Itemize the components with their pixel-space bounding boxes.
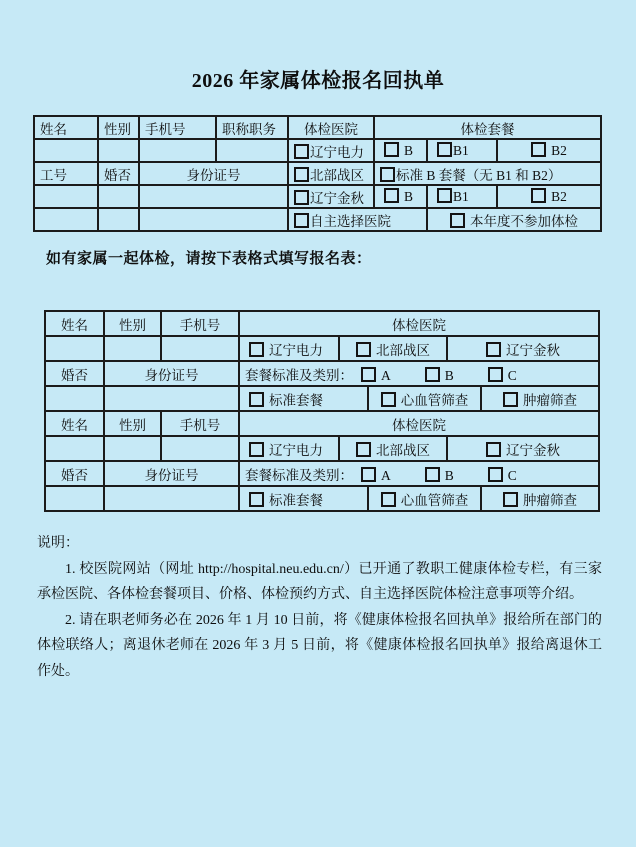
blank-cell-gender — [104, 336, 161, 361]
blank-cell-id-number — [104, 386, 239, 411]
checkbox-icon — [249, 342, 264, 357]
option-label: 心血管筛查 — [400, 392, 469, 408]
option-type-b — [425, 368, 454, 383]
t2-header-gender: 性别 — [104, 311, 161, 336]
blank-cell-gender — [98, 139, 139, 162]
checkbox-icon — [294, 213, 309, 228]
t1-row-5 — [34, 208, 601, 231]
checkbox-icon — [361, 367, 376, 382]
t1-label-id-number: 身份证号 — [139, 162, 288, 185]
notes-section — [37, 531, 602, 684]
option-hospital-liaoning-dianli — [239, 436, 339, 461]
option-label: 心血管筛查 — [400, 492, 469, 508]
t2-block1-hospital-row — [45, 336, 599, 361]
option-tumor-screening — [481, 486, 599, 511]
checkbox-icon — [450, 213, 465, 228]
blank-cell-name — [45, 336, 104, 361]
notes-heading: 说明： — [37, 536, 79, 551]
document-title: 2026 年家属体检报名回执单 — [191, 70, 445, 92]
checkbox-icon — [531, 188, 546, 203]
option-package-b2 — [497, 139, 601, 162]
option-no-exam — [427, 208, 601, 231]
option-package-b1 — [427, 185, 497, 208]
family-registration-table — [44, 310, 600, 512]
t1-header-job-title: 职称职务 — [216, 116, 288, 139]
t1-label-employee-id: 工号 — [34, 162, 98, 185]
blank-cell-id-number — [104, 486, 239, 511]
checkbox-icon — [488, 367, 503, 382]
t1-label-marital: 婚否 — [98, 162, 139, 185]
checkbox-icon — [503, 392, 518, 407]
option-label: 辽宁金秋 — [310, 190, 364, 206]
checkbox-icon — [294, 144, 309, 159]
checkbox-icon — [488, 467, 503, 482]
checkbox-icon — [437, 188, 452, 203]
option-label: B — [404, 143, 414, 158]
t2-label-marital: 婚否 — [45, 361, 104, 386]
option-package-b — [374, 139, 427, 162]
t2-header-name: 姓名 — [45, 311, 104, 336]
option-label: C — [507, 467, 517, 483]
option-label: 辽宁金秋 — [506, 442, 561, 458]
option-label: 肿瘤筛查 — [523, 392, 578, 408]
t2-label-id-number: 身份证号 — [104, 461, 239, 486]
checkbox-icon — [503, 492, 518, 507]
option-cardio-screening — [368, 386, 481, 411]
option-label: B2 — [551, 189, 567, 204]
option-label: 辽宁电力 — [269, 342, 323, 358]
option-package-standard-b — [374, 162, 601, 185]
blank-cell-phone — [161, 436, 239, 461]
t2-header-phone: 手机号 — [161, 411, 239, 436]
blank-cell — [45, 486, 104, 511]
staff-receipt-table — [33, 115, 602, 232]
option-type-a — [361, 368, 391, 383]
t2-block2-header-row — [45, 411, 599, 436]
checkbox-icon — [384, 188, 399, 203]
option-type-c — [488, 368, 517, 383]
option-cardio-screening — [368, 486, 481, 511]
blank-cell — [98, 208, 139, 231]
blank-cell — [45, 386, 104, 411]
option-type-c — [488, 468, 517, 483]
option-label: 标准套餐 — [269, 492, 323, 508]
t2-header-phone: 手机号 — [161, 311, 239, 336]
blank-cell-gender — [104, 436, 161, 461]
option-label: 标准 B 套餐（无 B1 和 B2） — [396, 167, 562, 183]
option-label: 本年度不参加体检 — [470, 213, 579, 229]
t2-block1-package-row — [45, 386, 599, 411]
option-label: 北部战区 — [376, 342, 430, 358]
option-type-a — [361, 468, 391, 483]
note-item-2: 2. 请在职老师务必在 2026 年 1 月 10 日前，将《健康体检报名回执单》报给所在部门的体检联络人；离退休老师在 2026 年 3 月 5 日前，将《健康体检报名回执单》报给离退休工作处。 — [37, 612, 602, 679]
t2-header-name: 姓名 — [45, 411, 104, 436]
option-label: A — [381, 467, 391, 483]
checkbox-icon — [531, 142, 546, 157]
checkbox-icon — [356, 442, 371, 457]
blank-cell-id-number — [139, 208, 288, 231]
option-label: 辽宁金秋 — [506, 342, 561, 358]
intro-text: 如有家属一起体检，请按下表格式填写报名表： — [46, 251, 372, 267]
option-standard-package — [239, 486, 368, 511]
t1-row-3 — [34, 162, 601, 185]
checkbox-icon — [356, 342, 371, 357]
option-hospital-liaoning-jinqiu — [447, 336, 599, 361]
option-label: 标准套餐 — [269, 392, 323, 408]
option-label: 辽宁电力 — [310, 144, 364, 160]
option-hospital-beibu-zhanqu — [288, 162, 374, 185]
option-label: 北部战区 — [310, 167, 364, 183]
t2-header-hospital: 体检医院 — [239, 311, 599, 336]
t1-header-hospital: 体检医院 — [288, 116, 374, 139]
option-label: B1 — [453, 143, 469, 158]
t1-header-package: 体检套餐 — [374, 116, 601, 139]
option-package-b2 — [497, 185, 601, 208]
blank-cell-name — [34, 139, 98, 162]
t2-header-gender: 性别 — [104, 411, 161, 436]
option-label: 肿瘤筛查 — [523, 492, 578, 508]
option-hospital-liaoning-dianli — [288, 139, 374, 162]
option-hospital-beibu-zhanqu — [339, 336, 447, 361]
t2-label-marital: 婚否 — [45, 461, 104, 486]
package-type-label: 套餐标准及类别： — [245, 467, 353, 483]
blank-cell — [98, 185, 139, 208]
t2-block2-package-row — [45, 486, 599, 511]
option-label: 北部战区 — [376, 442, 430, 458]
option-package-b1 — [427, 139, 497, 162]
checkbox-icon — [437, 142, 452, 157]
note-item-1: 1. 校医院网站（网址 http://hospital.neu.edu.cn/）已开通了教职工健康体检专栏，有三家承检医院、各体检套餐项目、价格、体检预约方式、自主选择医院体检注意事项等介绍。 — [37, 561, 602, 602]
blank-cell-job-title — [216, 139, 288, 162]
checkbox-icon — [361, 467, 376, 482]
t1-header-gender: 性别 — [98, 116, 139, 139]
package-type-cell — [239, 361, 599, 386]
package-type-label: 套餐标准及类别： — [245, 367, 353, 383]
t2-label-id-number: 身份证号 — [104, 361, 239, 386]
t1-row-4 — [34, 185, 601, 208]
checkbox-icon — [425, 467, 440, 482]
option-label: B1 — [453, 189, 469, 204]
option-tumor-screening — [481, 386, 599, 411]
checkbox-icon — [486, 342, 501, 357]
t1-header-phone: 手机号 — [139, 116, 216, 139]
option-label: B2 — [551, 143, 567, 158]
checkbox-icon — [249, 442, 264, 457]
t2-header-hospital: 体检医院 — [239, 411, 599, 436]
option-hospital-self-select — [288, 208, 427, 231]
checkbox-icon — [486, 442, 501, 457]
checkbox-icon — [381, 492, 396, 507]
t1-header-name: 姓名 — [34, 116, 98, 139]
t2-block1-header-row — [45, 311, 599, 336]
blank-cell — [34, 208, 98, 231]
blank-cell — [34, 185, 98, 208]
option-label: C — [507, 367, 517, 383]
checkbox-icon — [294, 190, 309, 205]
option-label: 自主选择医院 — [310, 213, 391, 229]
option-type-b — [425, 468, 454, 483]
option-label: 辽宁电力 — [269, 442, 323, 458]
t2-block2-hospital-row — [45, 436, 599, 461]
blank-cell-name — [45, 436, 104, 461]
option-package-b — [374, 185, 427, 208]
option-hospital-liaoning-jinqiu — [447, 436, 599, 461]
t2-block2-id-row — [45, 461, 599, 486]
option-label: B — [444, 367, 454, 383]
option-hospital-liaoning-dianli — [239, 336, 339, 361]
t2-block1-id-row — [45, 361, 599, 386]
option-label: B — [444, 467, 454, 483]
package-type-cell — [239, 461, 599, 486]
checkbox-icon — [249, 392, 264, 407]
option-label: A — [381, 367, 391, 383]
t1-header-row — [34, 116, 601, 139]
blank-cell-phone — [139, 139, 216, 162]
option-hospital-liaoning-jinqiu — [288, 185, 374, 208]
option-standard-package — [239, 386, 368, 411]
checkbox-icon — [294, 167, 309, 182]
t1-row-2 — [34, 139, 601, 162]
blank-cell-id-number — [139, 185, 288, 208]
option-hospital-beibu-zhanqu — [339, 436, 447, 461]
option-label: B — [404, 189, 414, 204]
checkbox-icon — [381, 392, 396, 407]
checkbox-icon — [384, 142, 399, 157]
checkbox-icon — [249, 492, 264, 507]
checkbox-icon — [380, 167, 395, 182]
blank-cell-phone — [161, 336, 239, 361]
checkbox-icon — [425, 367, 440, 382]
